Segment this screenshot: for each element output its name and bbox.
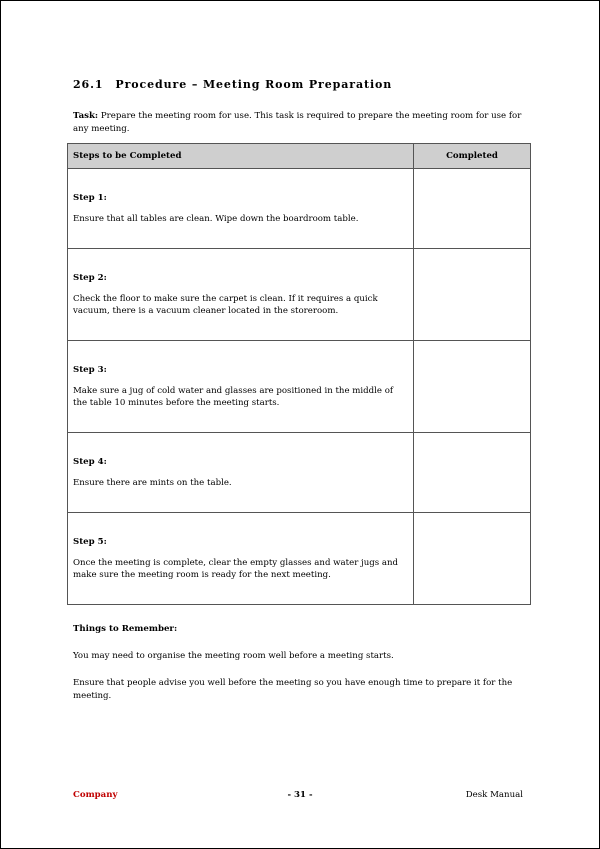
footer-company: Company [73,790,118,800]
completed-cell[interactable] [414,433,531,513]
completed-cell[interactable] [414,513,531,605]
completed-cell[interactable] [414,341,531,433]
table-row [68,169,531,249]
step-title: Step 3: [73,365,107,375]
table-row [68,341,531,433]
footer-manual-title: Desk Manual [465,790,523,800]
section-heading [73,78,392,91]
step-description: Ensure that all tables are clean. Wipe down the boardroom table. [73,214,359,224]
section-title: Procedure – Meeting Room Preparation [115,78,393,91]
step-description: Once the meeting is complete, clear the empty glasses and water jugs and make sure the meeting room is ready for the next meeting. [73,558,399,580]
step-cell [68,433,414,513]
step-title: Step 2: [73,273,107,283]
header-completed: Completed [414,144,531,169]
step-description: Check the floor to make sure the carpet is clean. If it requires a quick vacuum, there is a vacuum cleaner located in the storeroom. [73,294,378,316]
step-cell [68,249,414,341]
step-title: Step 4: [73,457,107,467]
steps-table [67,143,531,605]
step-description: Ensure there are mints on the table. [73,478,232,488]
table-row [68,433,531,513]
things-to-remember-heading: Things to Remember: [73,624,178,634]
step-title: Step 1: [73,193,107,203]
step-title: Step 5: [73,537,107,547]
completed-cell[interactable] [414,169,531,249]
step-cell [68,513,414,605]
footer-page-number: - 31 - [287,790,313,800]
remember-item: Ensure that people advise you well before the meeting so you have enough time to prepare it for the meeting. [73,678,513,701]
header-steps: Steps to be Completed [68,144,414,169]
table-row [68,513,531,605]
section-number: 26.1 [73,78,104,91]
table-row [68,249,531,341]
remember-item: You may need to organise the meeting room well before a meeting starts. [73,651,394,661]
completed-cell[interactable] [414,249,531,341]
step-cell [68,341,414,433]
step-cell [68,169,414,249]
task-description [73,110,525,135]
task-label: Task: [73,111,99,121]
table-header-row [68,144,531,169]
step-description: Make sure a jug of cold water and glasses are positioned in the middle of the table 10 minutes before the meeting starts. [73,386,394,408]
task-text: Prepare the meeting room for use. This task is required to prepare the meeting room for use for any meeting. [73,111,522,134]
